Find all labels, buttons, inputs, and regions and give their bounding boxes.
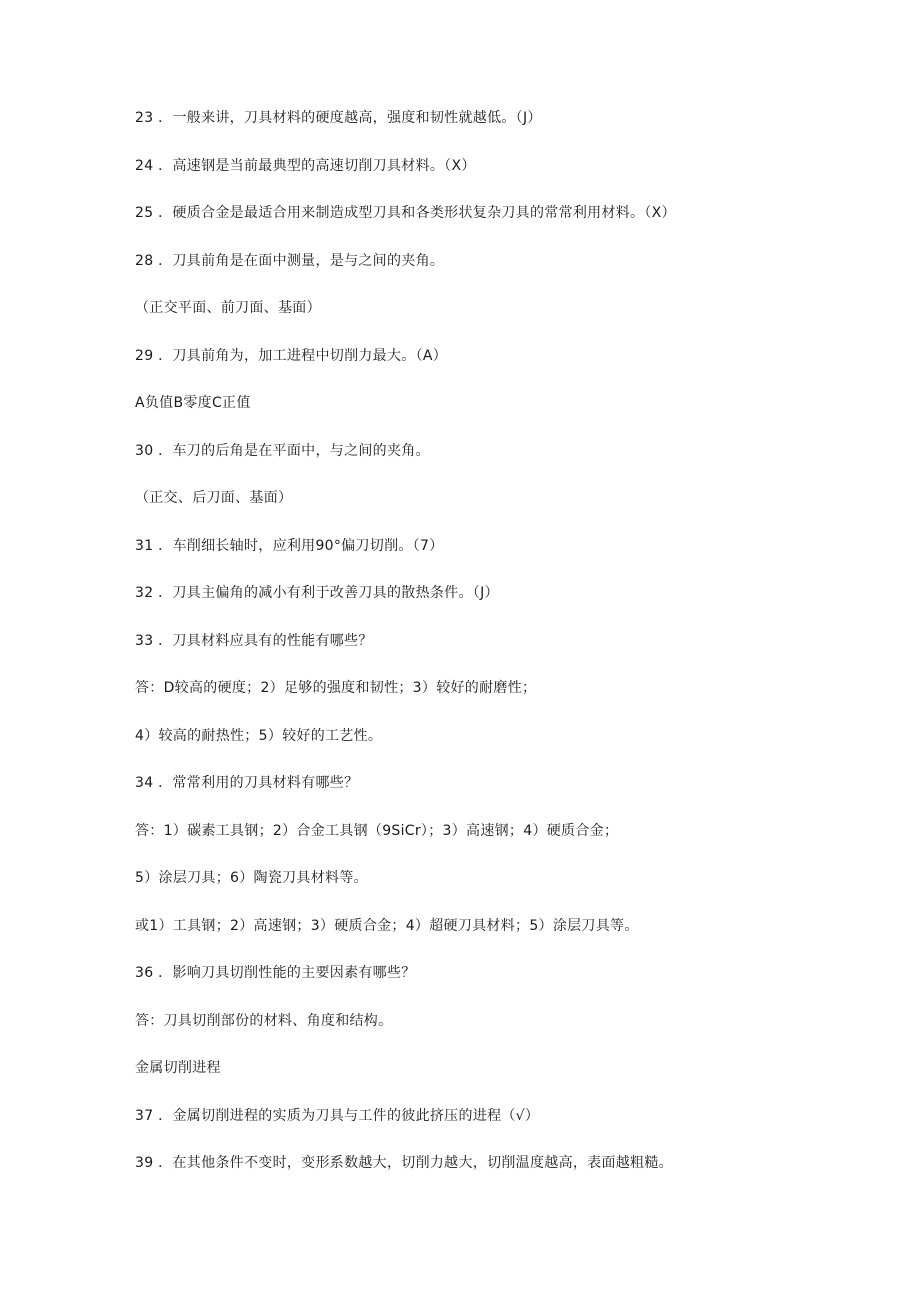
question-29: 29 ．刀具前角为，加工进程中切削力最大。（A） <box>135 347 448 364</box>
question-25: 25 ．硬质合金是最适合用来制造成型刀具和各类形状复杂刀具的常常利用材料。（X） <box>135 205 676 221</box>
question-34: 34 ．常常利用的刀具材料有哪些？ <box>135 775 359 791</box>
answer-34-alternative: 或1）工具钢；2）高速钢；3）硬质合金；4）超硬刀具材料；5）涂层刀具等。 <box>135 917 639 934</box>
question-37: 37 ．金属切削进程的实质为刀具与工件的彼此挤压的进程（√） <box>135 1107 540 1124</box>
answer-33-part-1: 答：D较高的硬度；2）足够的强度和韧性；3）较好的耐磨性； <box>135 680 537 696</box>
document-body <box>135 105 895 1198</box>
answer-30: （正交、后刀面、基面） <box>135 490 293 506</box>
answer-33-part-2: 4）较高的耐热性；5）较好的工艺性。 <box>135 727 383 744</box>
question-31: 31 ．车削细长轴时，应利用90°偏刀切削。（7） <box>135 537 444 554</box>
answer-28: （正交平面、前刀面、基面） <box>135 300 321 316</box>
question-39: 39 ．在其他条件不变时，变形系数越大，切削力越大，切削温度越高，表面越粗糙。 <box>135 1155 673 1171</box>
question-30: 30 ．车刀的后角是在平面中，与之间的夹角。 <box>135 442 430 459</box>
question-36: 36 ．影响刀具切削性能的主要因素有哪些？ <box>135 965 416 981</box>
answer-34-part-1: 答：1）碳素工具钢；2）合金工具钢（9SiCr）；3）高速钢；4）硬质合金； <box>135 822 619 839</box>
question-23: 23 ．一般来讲，刀具材料的硬度越高，强度和韧性就越低。（J） <box>135 110 542 126</box>
answer-34-part-2: 5）涂层刀具；6）陶瓷刀具材料等。 <box>135 870 368 886</box>
question-32: 32 ．刀具主偏角的减小有利于改善刀具的散热条件。（J） <box>135 585 499 601</box>
options-29: A负值B零度C正值 <box>135 395 251 411</box>
answer-36: 答：刀具切削部份的材料、角度和结构。 <box>135 1012 393 1029</box>
question-33: 33 ．刀具材料应具有的性能有哪些？ <box>135 632 373 649</box>
section-heading: 金属切削进程 <box>135 1060 221 1076</box>
question-28: 28 ．刀具前角是在面中测量，是与之间的夹角。 <box>135 252 445 269</box>
question-24: 24 ．高速钢是当前最典型的高速切削刀具材料。（X） <box>135 157 476 174</box>
